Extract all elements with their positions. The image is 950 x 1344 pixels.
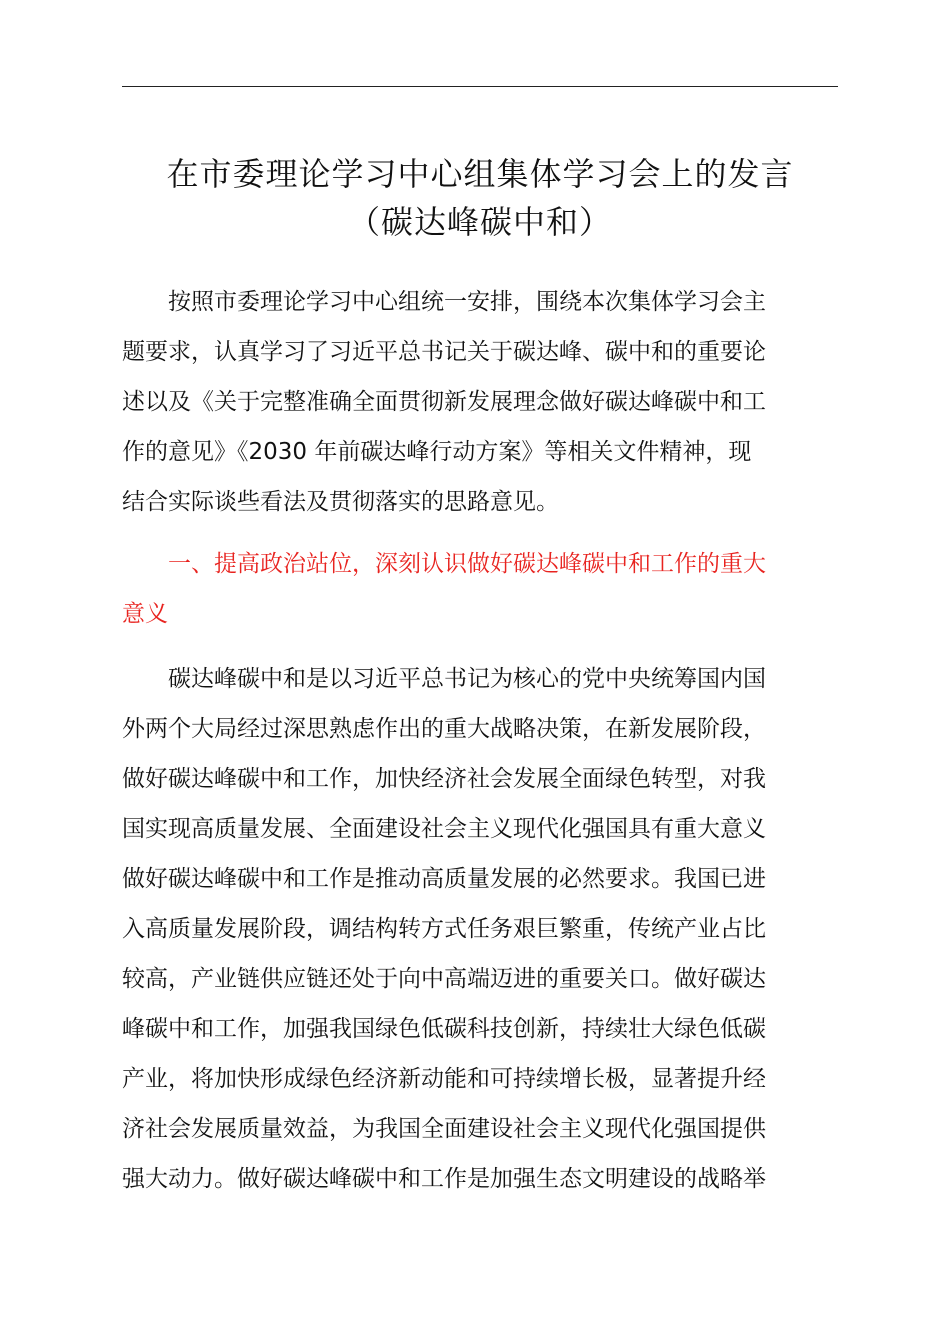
text-line: 峰碳中和工作，加强我国绿色低碳科技创新，持续壮大绿色低碳 (122, 1016, 766, 1042)
text-line: 结合实际谈些看法及贯彻落实的思路意见。 (122, 489, 559, 515)
header-rule (122, 86, 838, 87)
text-line: 碳达峰碳中和是以习近平总书记为核心的党中央统筹国内国 (168, 666, 766, 692)
document-title (100, 150, 860, 246)
text-line: 做好碳达峰碳中和工作是推动高质量发展的必然要求。我国已进 (122, 866, 766, 892)
text-line: 外两个大局经过深思熟虑作出的重大战略决策，在新发展阶段， (122, 716, 766, 742)
text-line: 济社会发展质量效益，为我国全面建设社会主义现代化强国提供 (122, 1116, 766, 1142)
text-line: 较高，产业链供应链还处于向中高端迈进的重要关口。做好碳达 (122, 966, 766, 992)
section-body (122, 654, 838, 1204)
text-line: 题要求，认真学习了习近平总书记关于碳达峰、碳中和的重要论 (122, 339, 766, 365)
text-line: 强大动力。做好碳达峰碳中和工作是加强生态文明建设的战略举 (122, 1166, 766, 1192)
text-line: 产业，将加快形成绿色经济新动能和可持续增长极，显著提升经 (122, 1066, 766, 1092)
heading-line: 意义 (122, 601, 168, 627)
heading-line: 一、提高政治站位，深刻认识做好碳达峰碳中和工作的重大 (168, 551, 766, 577)
text-line: 按照市委理论学习中心组统一安排，围绕本次集体学习会主 (168, 289, 766, 315)
text-line: 做好碳达峰碳中和工作，加快经济社会发展全面绿色转型，对我 (122, 766, 766, 792)
title-line-2: （碳达峰碳中和） (347, 203, 612, 241)
text-line: 作的意见》《2030 年前碳达峰行动方案》等相关文件精神，现 (122, 439, 752, 465)
section-heading (122, 539, 838, 639)
text-line: 国实现高质量发展、全面建设社会主义现代化强国具有重大意义 (122, 816, 766, 842)
text-line: 述以及《关于完整准确全面贯彻新发展理念做好碳达峰碳中和工 (122, 389, 766, 415)
intro-paragraph (122, 277, 838, 527)
text-line: 入高质量发展阶段，调结构转方式任务艰巨繁重，传统产业占比 (122, 916, 766, 942)
title-line-1: 在市委理论学习中心组集体学习会上的发言 (166, 155, 794, 193)
